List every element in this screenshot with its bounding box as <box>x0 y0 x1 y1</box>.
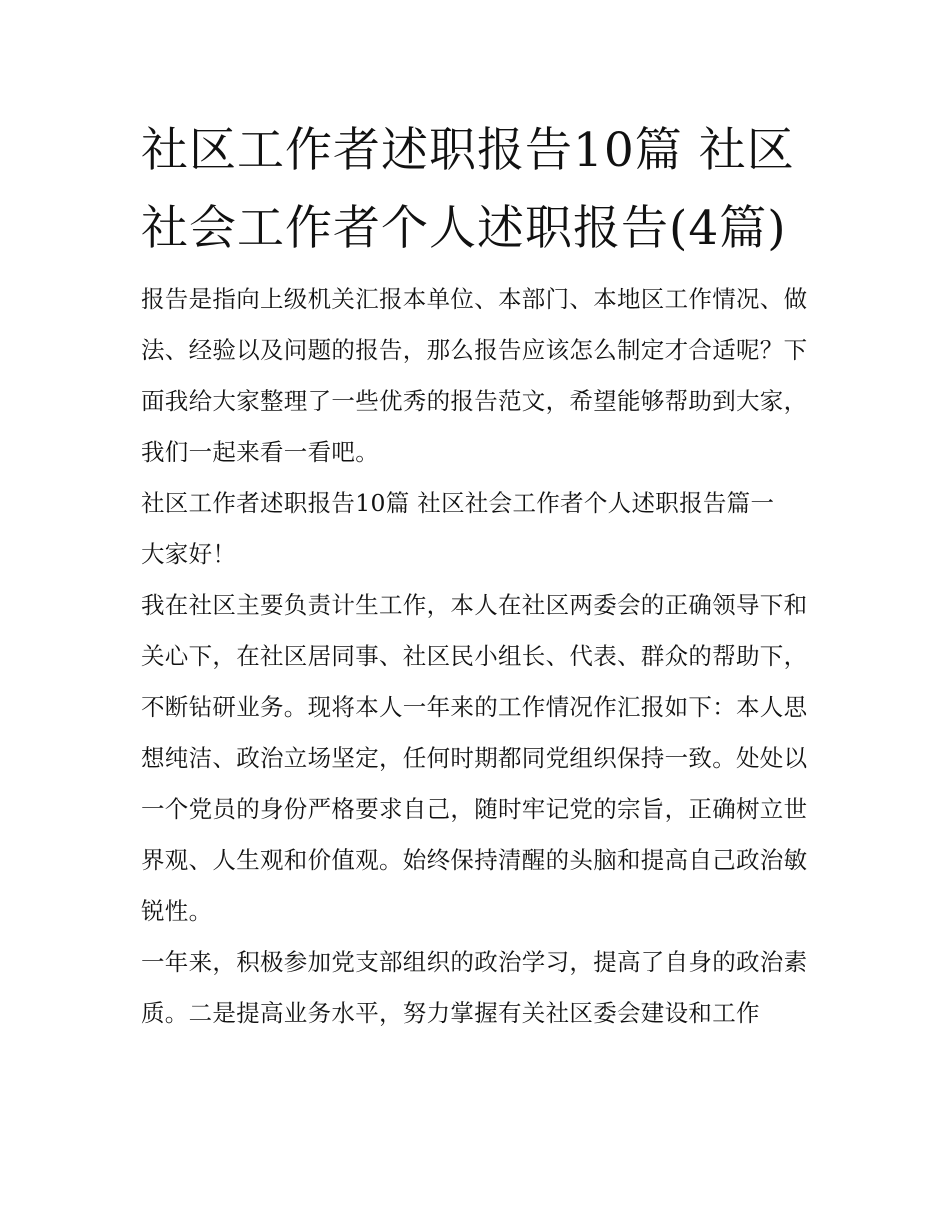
greeting-paragraph: 大家好！ <box>141 540 237 568</box>
section-heading: 社区工作者述职报告10篇 社区社会工作者个人述职报告篇一 <box>141 489 775 517</box>
document-title: 社区工作者述职报告10篇 社区社会工作者个人述职报告(4篇) <box>141 123 795 256</box>
body-paragraph: 一年来，积极参加党支部组织的政治学习，提高了自身的政治素质。二是提高业务水平，努力掌握有关社区委会建设和工作 <box>141 948 808 1027</box>
document-page <box>141 112 813 1039</box>
intro-paragraph: 报告是指向上级机关汇报本单位、本部门、本地区工作情况、做法、经验以及问题的报告，那么报告应该怎么制定才合适呢？下面我给大家整理了一些优秀的报告范文，希望能够帮助到大家，我们一起来看一看吧。 <box>141 285 808 466</box>
body-paragraph: 我在社区主要负责计生工作，本人在社区两委会的正确领导下和关心下，在社区居同事、社区民小组长、代表、群众的帮助下，不断钻研业务。现将本人一年来的工作情况作汇报如下：本人思想纯洁、政治立场坚定，任何时期都同党组织保持一致。处处以一个党员的身份严格要求自己，随时牢记党的宗旨，正确树立世界观、人生观和价值观。始终保持清醒的头脑和提高自己政治敏锐性。 <box>141 591 808 925</box>
